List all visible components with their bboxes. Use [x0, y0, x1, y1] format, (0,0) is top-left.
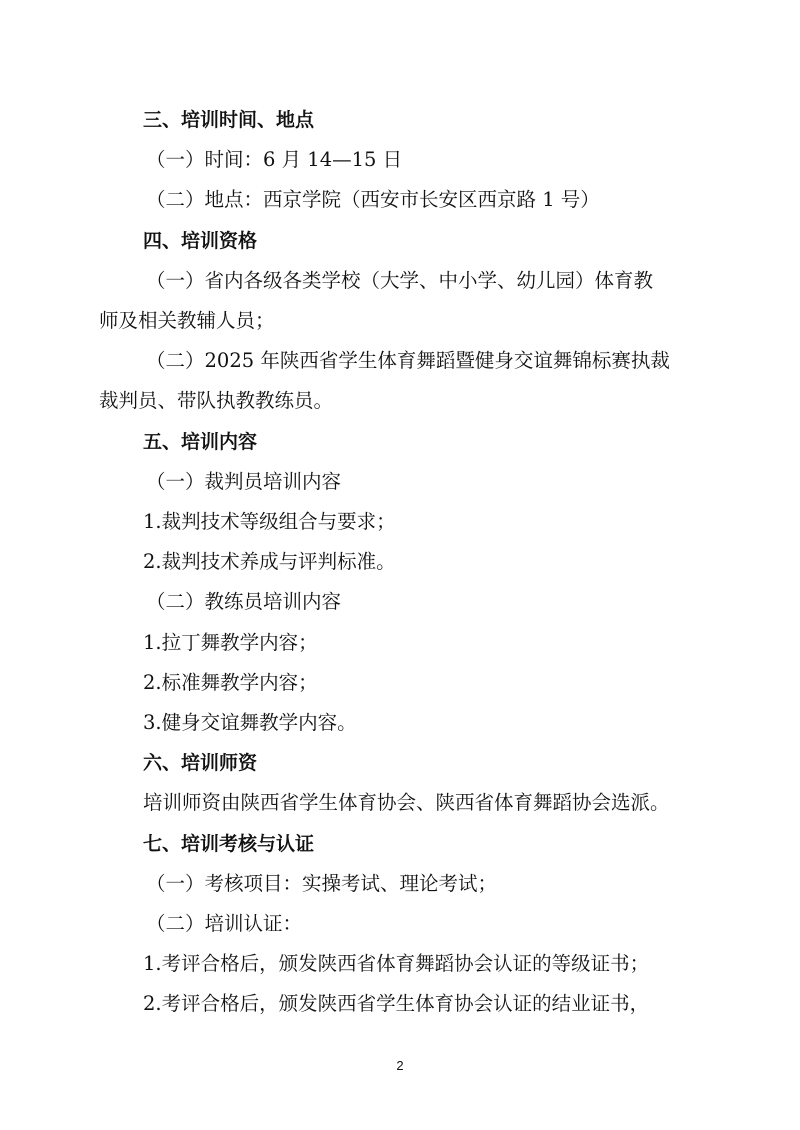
- section-heading-4: 四、培训资格: [143, 230, 258, 252]
- paragraph-line: 1.拉丁舞教学内容；: [143, 631, 318, 654]
- section-heading-5: 五、培训内容: [143, 431, 258, 453]
- paragraph-line: （二）培训认证：: [146, 912, 303, 935]
- paragraph-line: 3.健身交谊舞教学内容。: [143, 711, 357, 734]
- paragraph-line: 裁判员、带队执教教练员。: [99, 389, 334, 412]
- paragraph-line: 培训师资由陕西省学生体育协会、陕西省体育舞蹈协会选派。: [143, 791, 670, 814]
- paragraph-line: （二）教练员培训内容: [146, 590, 342, 613]
- paragraph-line: （一）省内各级各类学校（大学、中小学、幼儿园）体育教: [146, 269, 654, 292]
- section-heading-6: 六、培训师资: [143, 752, 258, 774]
- paragraph-line: （一）考核项目：实操考试、理论考试；: [146, 872, 498, 895]
- paragraph-line: 1.裁判技术等级组合与要求；: [143, 510, 396, 533]
- paragraph-line: 1.考评合格后，颁发陕西省体育舞蹈协会认证的等级证书；: [143, 952, 650, 975]
- paragraph-line: 2.考评合格后，颁发陕西省学生体育协会认证的结业证书，: [143, 992, 650, 1015]
- section-heading-3: 三、培训时间、地点: [143, 109, 315, 131]
- section-heading-7: 七、培训考核与认证: [143, 833, 315, 855]
- paragraph-line: （一）时间：6 月 14—15 日: [146, 148, 403, 171]
- paragraph-line: 2.裁判技术养成与评判标准。: [143, 550, 396, 573]
- paragraph-line: （二）2025 年陕西省学生体育舞蹈暨健身交谊舞锦标赛执裁: [146, 349, 670, 372]
- page-number: 2: [396, 1058, 404, 1073]
- paragraph-line: （二）地点：西京学院（西安市长安区西京路 1 号）: [146, 188, 600, 211]
- paragraph-line: 师及相关教辅人员；: [99, 309, 275, 332]
- paragraph-line: （一）裁判员培训内容: [146, 470, 342, 493]
- paragraph-line: 2.标准舞教学内容；: [143, 671, 318, 694]
